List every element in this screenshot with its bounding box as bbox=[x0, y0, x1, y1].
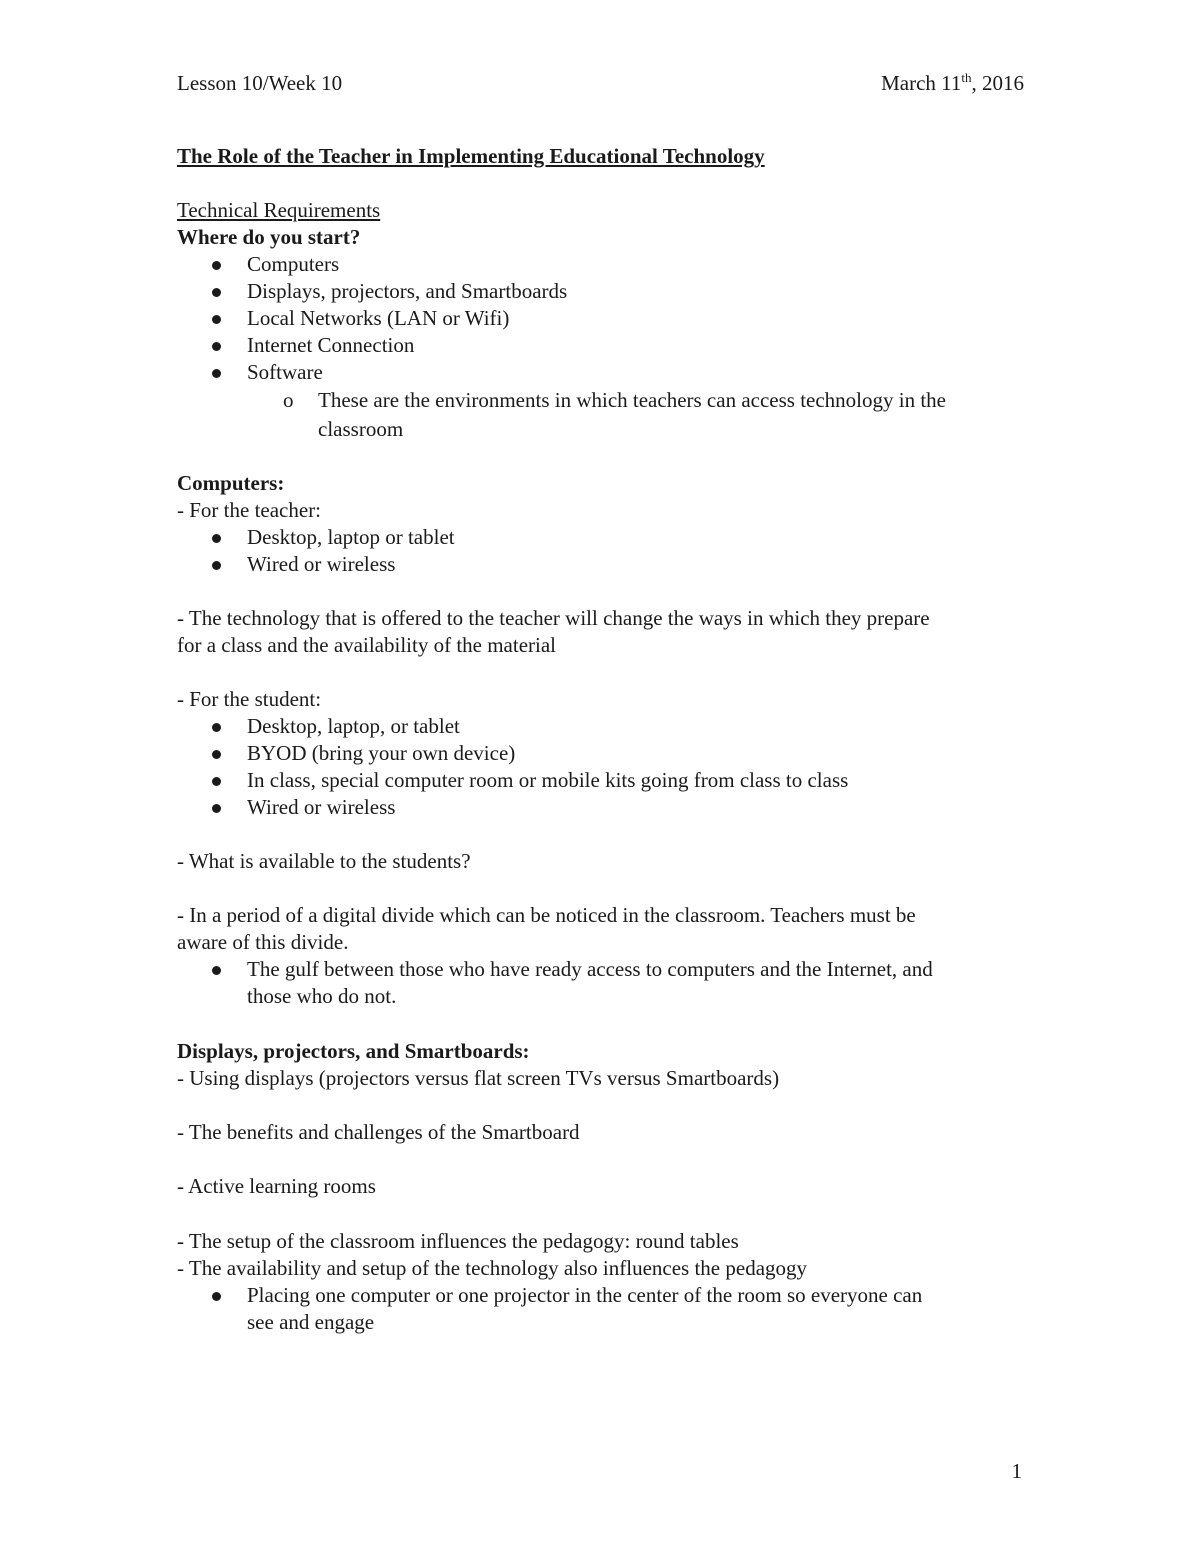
circle-bullet-icon: o bbox=[283, 388, 294, 412]
bullet-continuation: those who do not. bbox=[247, 984, 397, 1008]
bullet-dot-icon bbox=[212, 750, 221, 759]
bullet-dot-icon bbox=[212, 966, 221, 975]
document-title: The Role of the Teacher in Implementing Educational Technology bbox=[177, 144, 765, 168]
bullet-dot-icon bbox=[212, 342, 221, 351]
date-superscript: th bbox=[961, 70, 972, 85]
date-year: , 2016 bbox=[971, 71, 1024, 95]
displays-item: - Active learning rooms bbox=[177, 1174, 376, 1198]
displays-item: - The availability and setup of the technology also influences the pedagogy bbox=[177, 1256, 808, 1280]
date-main: March 11 bbox=[881, 71, 962, 95]
bullet-dot-icon bbox=[212, 723, 221, 732]
teacher-paragraph: - The technology that is offered to the teacher will change the ways in which they prepare bbox=[177, 606, 930, 630]
bullet-dot-icon bbox=[212, 561, 221, 570]
bullet-dot-icon bbox=[212, 369, 221, 378]
bullet-dot-icon bbox=[212, 288, 221, 297]
teacher-label: - For the teacher: bbox=[177, 498, 322, 522]
divide-paragraph: - In a period of a digital divide which can be noticed in the classroom. Teachers must be bbox=[177, 903, 916, 927]
bullet-dot-icon bbox=[212, 804, 221, 813]
header-date bbox=[881, 70, 1024, 97]
displays-item: - The setup of the classroom influences the pedagogy: round tables bbox=[177, 1229, 739, 1253]
bullet-continuation: see and engage bbox=[247, 1310, 375, 1334]
section-heading-displays: Displays, projectors, and Smartboards: bbox=[177, 1039, 530, 1063]
header-lesson: Lesson 10/Week 10 bbox=[177, 71, 343, 95]
section-question: Where do you start? bbox=[177, 225, 361, 249]
document-page: Lesson 10/Week 10 March 11th, 2016 The Role of the Teacher in Implementing Educational Technology Technical Requirements Where do you start? Computers Displays, projectors, and Smartboards Local Networks (LAN or Wifi) Internet Connection Software o These are the environments in which teachers can access technology in the classroom Computers: - For the teacher: Desktop, laptop or tablet Wired or wireless - The technology that is offered to the teacher will change the ways in which they prepare for a class and the availability of the material - For the student: Desktop, laptop, or tablet BYOD (bring your own device) In class, special computer room or mobile kits going from class to class Wired or wireless - What is available to the students? - In a period of a digital divide which can be noticed in the classroom. Teachers must be aware of this divide. The gulf between those who have ready access to computers and the Internet, and those who do not. Displays, projectors, and Smartboards: - Using displays (projectors versus flat screen TVs versus Smartboards) - The benefits and challenges of the Smartboard - Active learning rooms - The setup of the classroom influences the pedagogy: round tables - The availability and setup of the technology also influences the pedagogy Placing one computer or one projector in the center of the room so everyone can see and engage 1 bbox=[177, 70, 1024, 1483]
bullet-dot-icon bbox=[212, 261, 221, 270]
bullet-dot-icon bbox=[212, 777, 221, 786]
students-question: - What is available to the students? bbox=[177, 849, 471, 873]
student-label: - For the student: bbox=[177, 687, 322, 711]
section-heading-technical: Technical Requirements bbox=[177, 198, 381, 222]
displays-item: - The benefits and challenges of the Smartboard bbox=[177, 1120, 580, 1144]
sub-bullet-continuation: classroom bbox=[318, 417, 404, 441]
divide-paragraph-cont: aware of this divide. bbox=[177, 930, 349, 954]
section-heading-computers: Computers: bbox=[177, 471, 285, 495]
bullet-dot-icon bbox=[212, 315, 221, 324]
displays-item: - Using displays (projectors versus flat screen TVs versus Smartboards) bbox=[177, 1066, 780, 1090]
bullet-dot-icon bbox=[212, 1292, 221, 1301]
bullet-dot-icon bbox=[212, 534, 221, 543]
page-number: 1 bbox=[1011, 1459, 1022, 1483]
teacher-paragraph-cont: for a class and the availability of the material bbox=[177, 633, 557, 657]
